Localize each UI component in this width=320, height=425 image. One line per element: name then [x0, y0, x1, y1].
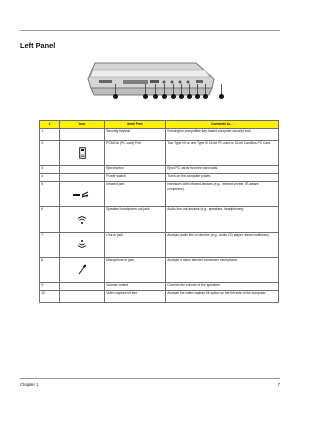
item-port: Power switch [105, 173, 166, 181]
row-number: 1 [40, 128, 60, 140]
callout-4 [162, 94, 167, 99]
microphone-icon [77, 264, 87, 275]
row-number: 4 [40, 173, 60, 181]
header-rule [20, 30, 280, 31]
connects-to: Accepts a mono electret condenser microphone. [166, 257, 279, 282]
connects-to: Two Type I/II or one Type III 16-bit PC card or 32-bit CardBus PC Card. [166, 140, 279, 165]
item-port: Microphone-in jack [105, 257, 166, 282]
connects-to: Audio line-out devices (e.g., speakers, headphones). [166, 206, 279, 232]
table-header-row [40, 121, 279, 129]
speaker-out-icon-cell [60, 206, 105, 232]
empty-icon-cell [60, 173, 105, 181]
item-port: Security keylock [105, 128, 166, 140]
callout-1 [113, 94, 118, 99]
row-number: 5 [40, 181, 60, 206]
section-title: Left Panel [20, 41, 56, 50]
table-row [40, 232, 279, 257]
row-number: 8 [40, 257, 60, 282]
callout-line-7 [189, 84, 190, 94]
row-number: 9 [40, 282, 60, 290]
empty-icon-cell [60, 290, 105, 302]
footer-rule [20, 378, 280, 379]
table-row [40, 257, 279, 282]
infrared-icon [72, 190, 92, 198]
left-panel-port-table [39, 120, 279, 303]
callout-2 [143, 94, 148, 99]
row-number: 7 [40, 232, 60, 257]
table-row [40, 290, 279, 302]
connects-to: Eject PC cards from the card slots. [166, 165, 279, 173]
number-column-header: # [40, 121, 60, 129]
table-row [40, 206, 279, 232]
speaker-out-icon [77, 214, 87, 225]
connects-to: Interfaces with infrared devices (e.g., infrared printer, IR-aware computers). [166, 181, 279, 206]
callout-7 [187, 94, 192, 99]
callout-line-1 [115, 84, 116, 94]
chapter-label: Chapter 1 [20, 382, 39, 387]
item-port: Eject button [105, 165, 166, 173]
empty-icon-cell [60, 128, 105, 140]
callout-line-6 [181, 84, 182, 94]
item-port: Speaker/ headphone-out jack [105, 206, 166, 232]
page-number: 7 [277, 382, 280, 387]
callout-9 [203, 94, 208, 99]
table-row [40, 128, 279, 140]
callout-line-8 [197, 84, 198, 94]
callout-line-4 [164, 84, 165, 94]
connects-to: Accepts audio line-in devices (e.g., audio CD player, stereo walkman). [166, 232, 279, 257]
item-port: Infrared port [105, 181, 166, 206]
pc-card-icon-cell [60, 140, 105, 165]
empty-icon-cell [60, 165, 105, 173]
icon-column-header: Icon [60, 121, 105, 129]
row-number: 3 [40, 165, 60, 173]
callout-line-9 [205, 84, 206, 94]
callout-line-2 [145, 84, 146, 94]
line-in-icon [77, 239, 87, 250]
callout-line-10 [221, 84, 222, 94]
callout-5 [171, 94, 176, 99]
connects-to: Controls the volume of the speakers. [166, 282, 279, 290]
item-port-column-header: Item/ Port [105, 121, 166, 129]
callout-line-3 [155, 84, 156, 94]
table-row [40, 140, 279, 165]
connects-column-header: Connects to... [166, 121, 279, 129]
pc-card-icon [79, 147, 86, 159]
item-port: Line-in jack [105, 232, 166, 257]
line-in-icon-cell [60, 232, 105, 257]
table-row [40, 165, 279, 173]
item-port: Video capture kit slot [105, 290, 166, 302]
item-port: Volume control [105, 282, 166, 290]
callout-line-5 [173, 84, 174, 94]
callout-8 [195, 94, 200, 99]
table-row [40, 282, 279, 290]
callout-10 [219, 94, 224, 99]
microphone-icon-cell [60, 257, 105, 282]
row-number: 6 [40, 206, 60, 232]
callout-3 [153, 94, 158, 99]
connects-to: Turns on the computer power. [166, 173, 279, 181]
callout-6 [179, 94, 184, 99]
infrared-icon-cell [60, 181, 105, 206]
item-port: PCMCIA (PC card) Port [105, 140, 166, 165]
empty-icon-cell [60, 282, 105, 290]
row-number: 2 [40, 140, 60, 165]
table-row [40, 173, 279, 181]
connects-to: Kensington-compatible key-based computer security lock. [166, 128, 279, 140]
connects-to: Accepts the video capture kit option on the left side of the computer. [166, 290, 279, 302]
row-number: 10 [40, 290, 60, 302]
table-row [40, 181, 279, 206]
